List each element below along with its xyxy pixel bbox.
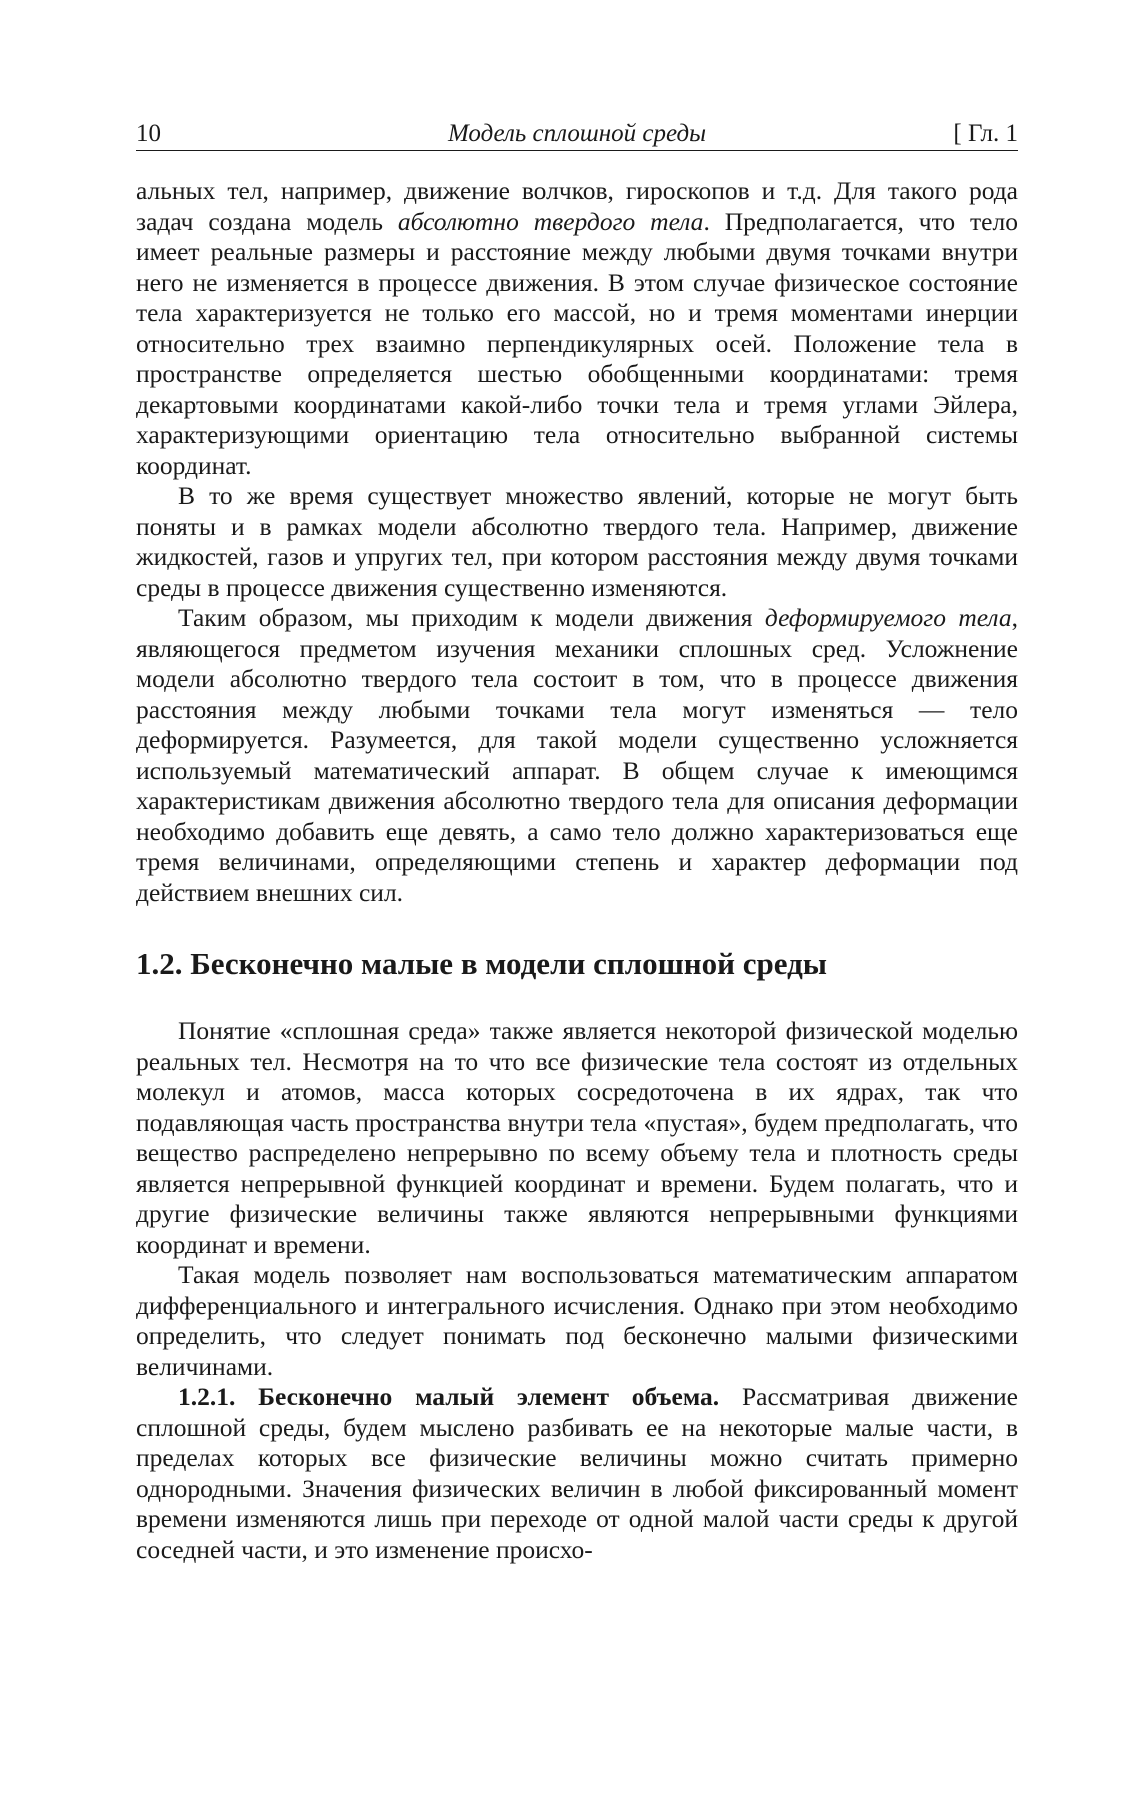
running-header bbox=[136, 118, 1018, 151]
paragraph-4: Понятие «сплошная среда» также является некоторой физической моделью реальных тел. Несмотря на то что все физические тела состоят из отдельных молекул и атомов, масса которых сосредоточена в их ядрах, так что подавляющая часть пространства внутри тела «пустая», будем предполагать, что вещество распределено непрерывно по всему объему тела и плотность среды является непрерывной функцией координат и времени. Будем полагать, что и другие физические величины также являются непрерывными функциями координат и времени. bbox=[136, 1016, 1018, 1259]
paragraph-3-tail: , являющегося предметом изучения механики сплошных сред. Усложнение модели абсолютно твердого тела состоит в том, что в процессе движения расстояния между любыми точками тела могут изменяться — тело деформируется. Разумеется, для такой модели существенно усложняется используемый математический аппарат. В общем случае к имеющимся характеристикам движения абсолютно твердого тела для описания деформации необходимо добавить еще девять, а само тело должно характеризоваться еще тремя величинами, определяющими степень и характер деформации под действием внешних сил. bbox=[136, 603, 1018, 907]
paragraph-3-head: Таким образом, мы приходим к модели движения bbox=[178, 603, 765, 632]
chapter-label: [ Гл. 1 bbox=[953, 120, 1018, 147]
paragraph-5: Такая модель позволяет нам воспользоваться математическим аппаратом дифференциального и интегрального исчисления. Однако при этом необходимо определить, что следует понимать под бесконечно малыми физическими величинами. bbox=[136, 1260, 1018, 1381]
paragraph-1-tail: . Предполагается, что тело имеет реальные размеры и расстояние между любыми двумя точками внутри него не изменяется в процессе движения. В этом случае физическое состояние тела характеризуется не только его массой, но и тремя моментами инерции относительно трех взаимно перпендикулярных осей. Положение тела в пространстве определяется шестью обобщенными координатами: тремя декартовыми координатами какой-либо точки тела и тремя углами Эйлера, характеризующими ориентацию тела относительно выбранной системы координат. bbox=[136, 206, 1018, 480]
term-deformable-body: деформируемого тела bbox=[764, 603, 1012, 632]
page-number: 10 bbox=[136, 120, 161, 147]
paragraph-2: В то же время существует множество явлений, которые не могут быть поняты и в рамках модели абсолютно твердого тела. Например, движение жидкостей, газов и упругих тел, при котором расстояния между двумя точками среды в процессе движения существенно изменяются. bbox=[136, 481, 1018, 602]
paragraph-3 bbox=[136, 603, 1018, 908]
section-heading: 1.2. Бесконечно малые в модели сплошной среды bbox=[136, 946, 827, 981]
running-title: Модель сплошной среды bbox=[447, 120, 707, 147]
paragraph-6 bbox=[136, 1382, 1018, 1565]
main-text bbox=[136, 176, 1018, 1565]
paragraph-1-text: альных тел, например, движение волчков, гироскопов и т.д. Для такого рода задач создана модель bbox=[136, 176, 1018, 236]
paragraph-6-text: Рассматривая движение сплошной среды, будем мыслено разбивать ее на некоторые малые части, в пределах которых все физические величины можно считать примерно однородными. Значения физических величин в любой фиксированный момент времени изменяются лишь при переходе от одной малой части среды к другой соседней части, и это изменение происхо- bbox=[136, 1382, 1018, 1564]
paragraph-1 bbox=[136, 176, 1018, 481]
term-rigid-body: абсолютно твердого тела bbox=[397, 206, 704, 236]
subsection-heading: 1.2.1. Бесконечно малый элемент объема. bbox=[178, 1382, 720, 1411]
book-page bbox=[136, 118, 1018, 1565]
